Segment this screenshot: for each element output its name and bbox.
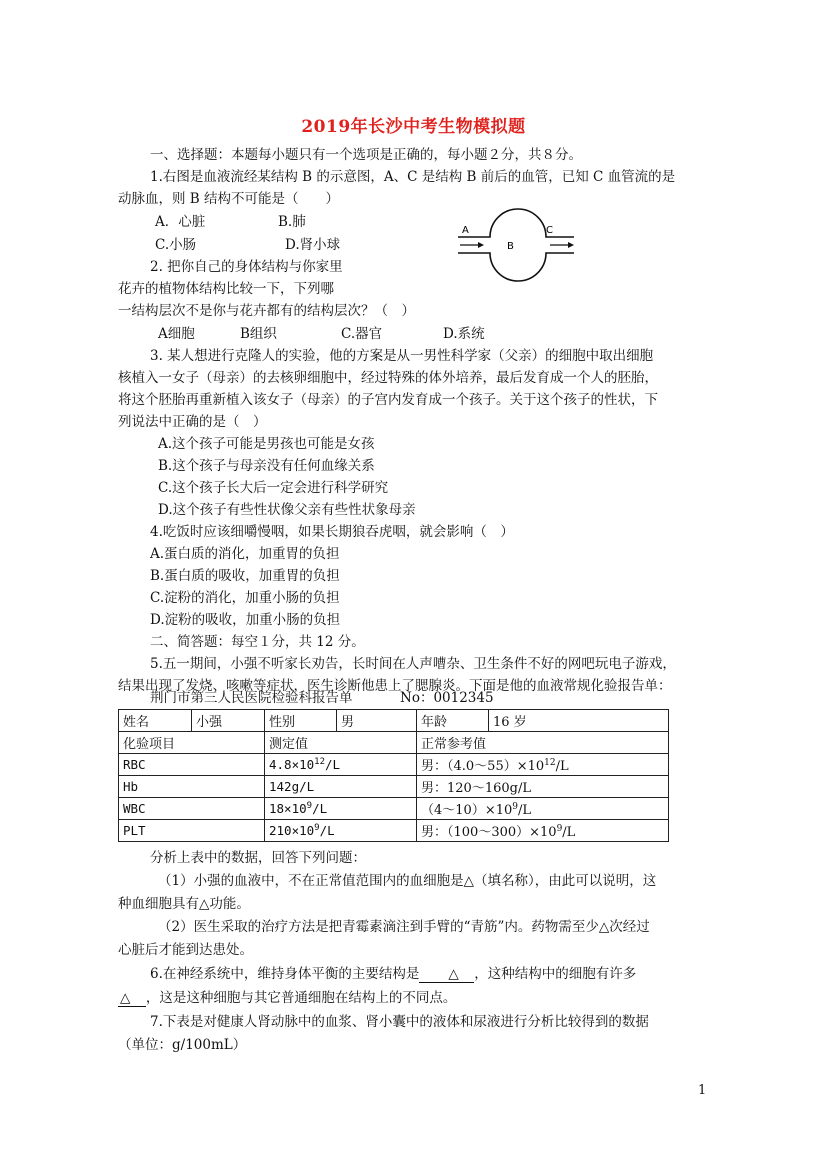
table-row — [119, 776, 669, 798]
q4-option-c: C.淀粉的消化，加重小肠的负担 — [150, 590, 340, 606]
report-number: No：0012345 — [400, 690, 494, 706]
q3-line1: 3. 某人想进行克隆人的实验，他的方案是从一男性科学家（父亲）的细胞中取出细胞 — [150, 348, 654, 364]
header-measured: 测定值 — [265, 732, 417, 754]
q3-line4: 列说法中正确的是（ ） — [118, 414, 267, 430]
q4-stem: 4.吃饭时应该细嚼慢咽，如果长期狼吞虎咽，就会影响（ ） — [150, 524, 514, 540]
diagram-label-b: B — [507, 241, 514, 252]
q3-option-c: C.这个孩子长大后一定会进行科学研究 — [158, 480, 389, 496]
page-number: 1 — [698, 1083, 707, 1098]
q4-option-d: D.淀粉的吸收，加重小肠的负担 — [150, 612, 341, 628]
row-value: 142g/L — [265, 776, 417, 798]
header-reference: 正常参考值 — [417, 732, 669, 754]
name-label: 姓名 — [119, 710, 192, 732]
q1-option-c: C.小肠 — [155, 237, 197, 253]
row-value: $18\times 10^9/L$ — [265, 798, 417, 820]
q4-option-a: A.蛋白质的消化，加重胃的负担 — [150, 546, 340, 562]
section-2-header: 二、简答题：每空１分，共 12 分。 — [150, 634, 365, 650]
table-row — [119, 710, 669, 732]
table-row — [119, 732, 669, 754]
q1-option-d: D.肾小球 — [285, 237, 341, 253]
q2-option-d: D.系统 — [443, 326, 485, 342]
q6-line2: △ ，这是这种细胞与其它普通细胞在结构上的不同点。 — [120, 990, 457, 1006]
table-row — [119, 820, 669, 842]
diagram-label-c: C — [546, 225, 553, 236]
row-item: WBC — [119, 798, 265, 820]
table-row — [119, 798, 669, 820]
name-value: 小强 — [192, 710, 265, 732]
q1-option-a: A．心脏 — [155, 214, 206, 230]
blood-flow-diagram — [440, 208, 590, 286]
q6-answer-blank-1[interactable]: △ — [421, 966, 473, 982]
diagram-label-a: A — [462, 225, 469, 236]
header-item: 化验项目 — [119, 732, 265, 754]
row-value: $210\times 10^9/L$ — [265, 820, 417, 842]
q1-option-b: B.肺 — [278, 214, 306, 230]
q2-line2: 花卉的植物体结构比较一下，下列哪 — [118, 281, 334, 297]
q5-sub2-line2: 心脏后才能到达患处。 — [118, 942, 253, 958]
page-title: 2019年长沙中考生物模拟题 — [301, 117, 526, 137]
q5-analysis: 分析上表中的数据，回答下列问题： — [150, 850, 366, 866]
q3-option-a: A.这个孩子可能是男孩也可能是女孩 — [158, 436, 375, 452]
q6-line1: 6.在神经系统中，维持身体平衡的主要结构是 △ ，这种结构中的细胞有许多 — [150, 966, 637, 982]
q7-line2: （单位：g/100mL） — [118, 1037, 247, 1053]
age-label: 年龄 — [417, 710, 489, 732]
arrow-c-head — [568, 242, 574, 248]
row-item: PLT — [119, 820, 265, 842]
q3-option-d: D.这个孩子有些性状像父亲有些性状象母亲 — [158, 502, 416, 518]
row-reference: $(4\sim 10)\times 10^9/L$ — [417, 798, 669, 820]
q4-option-b: B.蛋白质的吸收，加重胃的负担 — [150, 568, 340, 584]
q5-sub2-line1: （2）医生采取的治疗方法是把青霉素滴注到手臂的“青筋”内。药物需至少△次经过 — [158, 919, 650, 935]
q2-option-a: A细胞 — [158, 326, 195, 342]
section-1-header: 一、选择题：本题每小题只有一个选项是正确的，每小题２分，共８分。 — [150, 147, 582, 163]
q2-line3: 一结构层次不是你与花卉都有的结构层次？（ ） — [118, 303, 415, 319]
q1-stem-line2: 动脉血，则 B 结构不可能是（ ） — [118, 191, 340, 207]
q2-option-b: B组织 — [240, 326, 277, 342]
q3-line2: 核植入一女子（母亲）的去核卵细胞中，经过特殊的体外培养，最后发育成一个人的胚胎， — [118, 370, 658, 386]
q5-line1: 5.五一期间，小强不听家长劝告，长时间在人声嘈杂、卫生条件不好的网吧玩电子游戏， — [150, 656, 676, 672]
row-item: RBC — [119, 754, 265, 776]
sex-value: 男 — [337, 710, 417, 732]
q5-sub1-line1: （1）小强的血液中，不在正常值范围内的血细胞是△（填名称），由此可以说明，这 — [158, 873, 657, 889]
q7-line1: 7.下表是对健康人肾动脉中的血浆、肾小囊中的液体和尿液进行分析比较得到的数据 — [150, 1014, 649, 1030]
sex-label: 性别 — [265, 710, 337, 732]
table-row — [119, 754, 669, 776]
q2-option-c: C.器官 — [341, 326, 383, 342]
q3-option-b: B.这个孩子与母亲没有任何血缘关系 — [158, 458, 375, 474]
q2-line1: 2. 把你自己的身体结构与你家里 — [150, 259, 343, 275]
age-value: 16 岁 — [489, 710, 669, 732]
row-reference: 男：$(4.0\sim 55)\times 10^{12}/L$ — [417, 754, 669, 776]
report-title: 荆门市第三人民医院检验科报告单 — [150, 690, 353, 706]
blood-test-report-table — [118, 709, 669, 842]
q3-line3: 将这个胚胎再重新植入该女子（母亲）的子宫内发育成一个孩子。关于这个孩子的性状，下 — [118, 392, 658, 408]
q5-sub1-line2: 种血细胞具有△功能。 — [118, 896, 250, 912]
arrow-a-head — [478, 242, 484, 248]
row-value: $4.8\times 10^{12}/L$ — [265, 754, 417, 776]
row-reference: 男：120～160g/L — [417, 776, 669, 798]
q6-answer-blank-2[interactable]: △ — [120, 990, 144, 1006]
q5-line2: 结果出现了发烧、咳嗽等症状，医生诊断他患上了腮腺炎。下面是他的血液常规化验报告单： — [118, 678, 672, 694]
row-item: Hb — [119, 776, 265, 798]
row-reference: 男：$(100\sim 300)\times 10^9/L$ — [417, 820, 669, 842]
q1-stem-line1: 1.右图是血液流经某结构 B 的示意图，A、C 是结构 B 前后的血管，已知 C 血管流的是 — [150, 169, 676, 185]
